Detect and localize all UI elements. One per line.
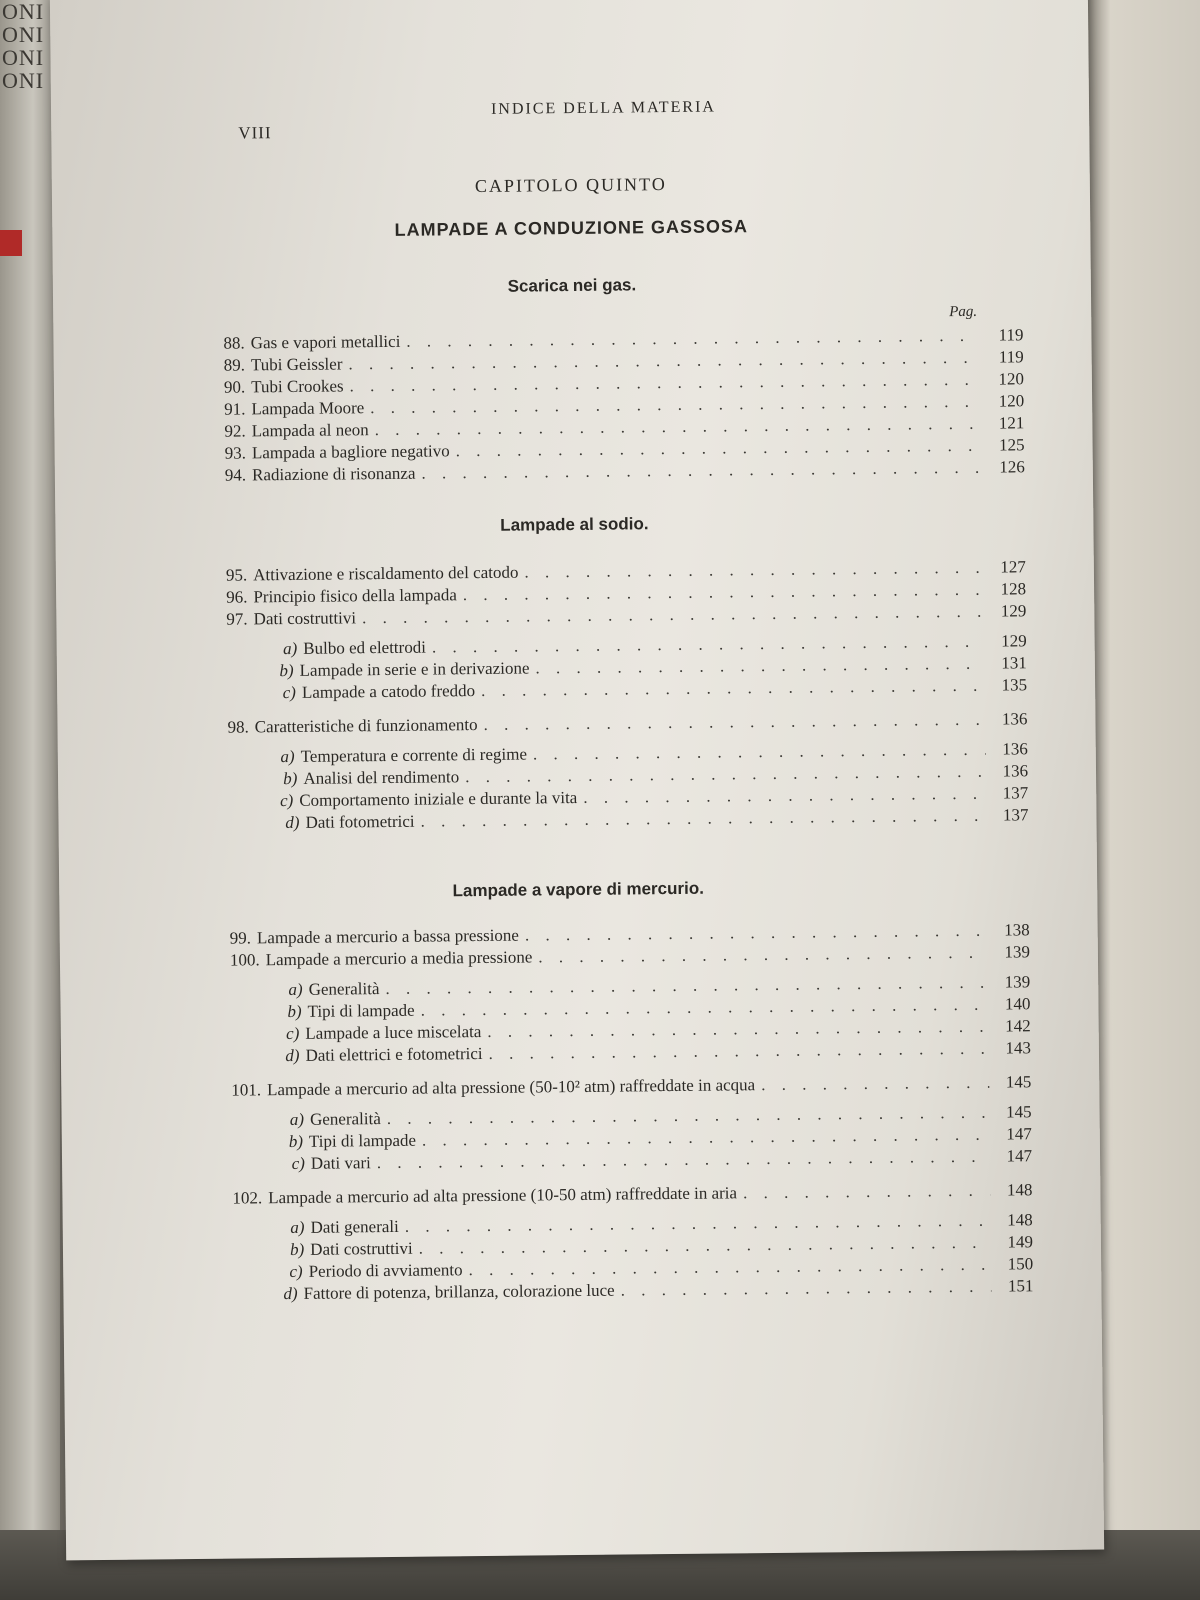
chapter-title: LAMPADE A CONDUZIONE GASSOSA: [394, 216, 749, 240]
entry-number: 89.: [223, 355, 246, 375]
entry-title: Dati elettrici e fotometrici: [305, 1044, 483, 1065]
entry-title: Lampade a mercurio ad alta pressione (50-10² atm) raffreddate in acqua: [266, 1075, 756, 1100]
dot-leader: [525, 921, 988, 946]
entry-number: d): [285, 812, 300, 833]
dot-leader: [463, 580, 984, 605]
section-title: Lampade a vapore di mercurio.: [452, 878, 704, 901]
dot-leader: [538, 943, 988, 968]
entry-page-number: 121: [998, 413, 1025, 433]
entry-title: Fattore di potenza, brillanza, colorazione luce: [303, 1280, 615, 1303]
entry-number: 96.: [226, 587, 248, 607]
toc-list-scarica: [53, 325, 1093, 490]
entry-number: d): [285, 1045, 300, 1066]
toc-list-sodio: [56, 557, 1097, 838]
dot-leader: [487, 1017, 989, 1042]
entry-title: Principio fisico della lampada: [253, 585, 457, 607]
entry-page-number: 142: [1005, 1016, 1031, 1036]
book-page: [50, 0, 1104, 1560]
entry-number: a): [288, 979, 303, 1000]
dot-leader: [468, 1255, 991, 1280]
spine-red-band: [0, 230, 22, 256]
page-folio: VIII: [238, 123, 272, 143]
entry-page-number: 120: [998, 369, 1025, 389]
running-head: [51, 95, 1089, 143]
entry-page-number: 119: [998, 347, 1024, 367]
dot-leader: [621, 1277, 992, 1301]
chapter-label: CAPITOLO QUINTO: [474, 174, 667, 197]
entry-title: Tipi di lampade: [308, 1130, 417, 1151]
entry-page-number: 145: [1005, 1102, 1032, 1122]
running-head-title: INDICE DELLA MATERIA: [490, 98, 717, 118]
entry-number: c): [289, 1261, 303, 1282]
entry-title: Lampade a mercurio a media pressione: [265, 947, 533, 970]
entry-title: Lampada Moore: [251, 398, 365, 419]
entry-title: Lampade a luce miscelata: [305, 1022, 482, 1043]
page-column-label: Pag.: [949, 303, 978, 321]
entry-number: 97.: [226, 609, 248, 629]
entry-title: Radiazione di risonanza: [252, 463, 416, 485]
entry-title: Bulbo ed elettrodi: [303, 637, 427, 658]
entry-page-number: 145: [1005, 1072, 1032, 1092]
entry-number: 92.: [224, 421, 246, 441]
entry-page-number: 139: [1004, 942, 1031, 962]
entry-page-number: 129: [1000, 601, 1027, 621]
dot-leader: [456, 436, 983, 462]
dot-leader: [743, 1181, 991, 1204]
entry-page-number: 119: [998, 325, 1024, 345]
entry-page-number: 136: [1002, 761, 1029, 781]
entry-page-number: 138: [1004, 920, 1030, 940]
entry-number: c): [282, 682, 296, 703]
entry-page-number: 125: [998, 435, 1025, 455]
entry-page-number: 149: [1007, 1232, 1034, 1252]
toc-entry: [231, 1072, 1031, 1102]
entry-title: Lampade in serie e in derivazione: [299, 658, 530, 680]
dot-leader: [533, 740, 986, 765]
entry-title: Attivazione e riscaldamento del catodo: [253, 562, 519, 585]
entry-title: Dati vari: [310, 1153, 371, 1173]
entry-page-number: 147: [1006, 1146, 1033, 1166]
entry-title: Dati costruttivi: [310, 1238, 413, 1259]
entry-page-number: 139: [1004, 972, 1031, 992]
entry-title: Generalità: [308, 979, 380, 999]
section-title: Scarica nei gas.: [507, 275, 637, 296]
entry-number: b): [289, 1239, 305, 1260]
entry-title: Periodo di avviamento: [308, 1260, 463, 1281]
spine-text: [0, 0, 45, 93]
section-heading-mercurio: [59, 875, 1097, 906]
entry-number: 90.: [223, 377, 246, 397]
entry-number: 95.: [225, 565, 248, 585]
entry-page-number: 151: [1007, 1276, 1034, 1296]
entry-number: 93.: [224, 443, 246, 463]
entry-page-number: 135: [1001, 675, 1028, 695]
toc-entry: [227, 709, 1027, 739]
entry-page-number: 129: [1001, 631, 1027, 651]
toc-entry: [232, 1180, 1032, 1210]
dot-leader: [524, 558, 984, 583]
entry-page-number: 128: [1000, 579, 1027, 599]
entry-number: 99.: [229, 928, 252, 948]
entry-page-number: 136: [1002, 739, 1028, 759]
entry-title: Gas e vapori metallici: [250, 331, 401, 353]
entry-page-number: 148: [1007, 1210, 1033, 1230]
entry-page-number: 147: [1006, 1124, 1032, 1144]
entry-page-number: 131: [1001, 653, 1027, 673]
entry-page-number: 126: [999, 457, 1025, 477]
entry-title: Tubi Crookes: [251, 376, 344, 397]
entry-title: Lampade a catodo freddo: [301, 681, 476, 702]
section-title: Lampade al sodio.: [500, 514, 649, 535]
entry-number: b): [279, 660, 294, 681]
entry-page-number: 148: [1006, 1180, 1033, 1200]
entry-number: b): [287, 1001, 302, 1022]
dot-leader: [535, 654, 985, 679]
entry-page-number: 136: [1001, 709, 1028, 729]
entry-number: d): [283, 1283, 298, 1304]
section-heading-sodio: [55, 510, 1093, 541]
spine-word: ONI: [2, 68, 45, 93]
entry-title: Lampada a bagliore negativo: [251, 441, 450, 463]
dot-leader: [481, 676, 985, 701]
entry-number: 94.: [224, 465, 247, 485]
entry-title: Temperatura e corrente di regime: [300, 744, 528, 766]
entry-title: Lampada al neon: [251, 420, 369, 441]
entry-title: Tipi di lampade: [307, 1000, 415, 1021]
entry-number: a): [282, 638, 298, 659]
dot-leader: [488, 1039, 989, 1064]
adjacent-book-spine: [0, 0, 60, 1600]
entry-number: c): [291, 1153, 305, 1174]
entry-number: 91.: [224, 399, 246, 419]
entry-number: 102.: [232, 1188, 263, 1208]
entry-number: a): [290, 1217, 305, 1238]
section-heading-scarica: [53, 271, 1091, 302]
entry-page-number: 120: [998, 391, 1025, 411]
spine-word: ONI: [2, 45, 45, 70]
entry-title: Dati fotometrici: [305, 811, 415, 832]
entry-number: c): [279, 790, 294, 811]
dot-leader: [583, 784, 986, 808]
entry-title: Caratteristiche di funzionamento: [254, 715, 478, 737]
entry-page-number: 150: [1007, 1254, 1034, 1274]
entry-page-number: 127: [1000, 557, 1026, 577]
entry-number: 101.: [231, 1080, 262, 1100]
entry-page-number: 140: [1004, 994, 1031, 1014]
entry-number: 98.: [227, 717, 249, 737]
entry-page-number: 143: [1005, 1038, 1032, 1058]
entry-number: b): [283, 768, 298, 789]
entry-title: Tubi Geissler: [250, 354, 343, 375]
entry-number: c): [286, 1023, 300, 1044]
entry-title: Lampade a mercurio ad alta pressione (10-50 atm) raffreddate in aria: [268, 1183, 738, 1208]
entry-title: Dati generali: [310, 1216, 399, 1237]
entry-title: Generalità: [309, 1109, 381, 1129]
entry-number: 88.: [223, 333, 245, 353]
entry-page-number: 137: [1002, 805, 1029, 825]
entry-title: Analisi del rendimento: [303, 767, 460, 788]
entry-page-number: 137: [1002, 783, 1029, 803]
entry-title: Lampade a mercurio a bassa pressione: [256, 925, 520, 948]
spine-word: ONI: [2, 22, 45, 47]
dot-leader: [483, 710, 985, 735]
dot-leader: [761, 1073, 989, 1095]
entry-number: a): [280, 746, 295, 767]
entry-title: Comportamento iniziale e durante la vita: [299, 787, 578, 810]
entry-number: b): [288, 1131, 304, 1152]
entry-title: Dati costruttivi: [253, 608, 357, 629]
entry-number: 100.: [229, 950, 260, 970]
dot-leader: [465, 762, 986, 787]
adjacent-book-edge: [1088, 0, 1200, 1600]
spine-word: ONI: [2, 0, 45, 24]
toc-list-mercurio: [60, 920, 1102, 1309]
entry-number: a): [289, 1109, 305, 1130]
